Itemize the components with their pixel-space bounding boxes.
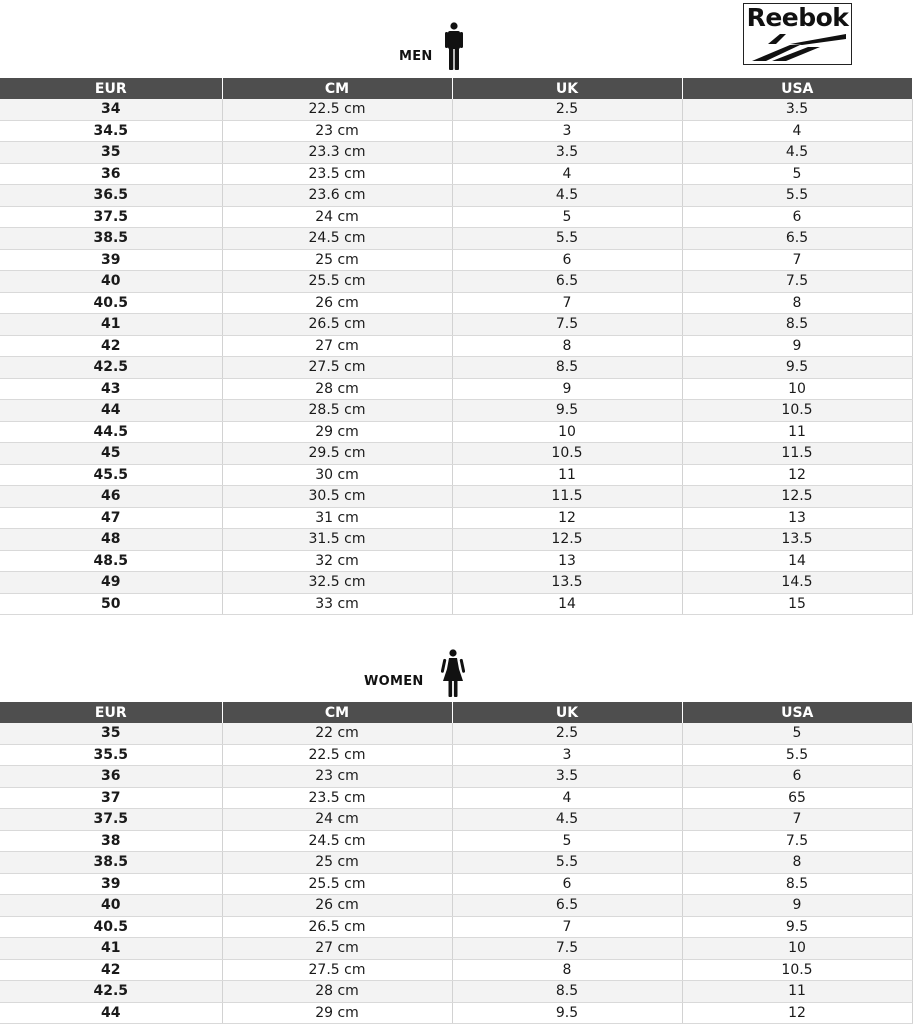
men-cell-usa: 8.5	[682, 314, 912, 336]
men-cell-usa: 13.5	[682, 529, 912, 551]
women-cell-usa: 7	[682, 809, 912, 831]
men-table-row	[0, 357, 912, 379]
men-cell-eur: 49	[0, 572, 222, 594]
women-cell-eur: 40.5	[0, 916, 222, 938]
men-cell-eur: 36.5	[0, 185, 222, 207]
men-table-row	[0, 507, 912, 529]
women-cell-uk: 7.5	[452, 938, 682, 960]
women-cell-eur: 35	[0, 723, 222, 744]
men-cell-cm: 32.5 cm	[222, 572, 452, 594]
men-header-cm: CM	[222, 78, 452, 99]
women-cell-uk: 9.5	[452, 1002, 682, 1024]
men-cell-uk: 13	[452, 550, 682, 572]
men-section-title: MEN	[399, 49, 433, 64]
men-cell-cm: 25 cm	[222, 249, 452, 271]
women-section-title: WOMEN	[364, 674, 424, 689]
women-table-row	[0, 809, 912, 831]
women-cell-usa: 9.5	[682, 916, 912, 938]
men-table-row	[0, 228, 912, 250]
women-cell-usa: 12	[682, 1002, 912, 1024]
reebok-logo	[743, 3, 852, 65]
women-cell-usa: 11	[682, 981, 912, 1003]
men-table-row	[0, 593, 912, 615]
men-cell-cm: 29 cm	[222, 421, 452, 443]
men-cell-eur: 47	[0, 507, 222, 529]
men-header-usa: USA	[682, 78, 912, 99]
men-cell-usa: 14	[682, 550, 912, 572]
men-cell-usa: 10.5	[682, 400, 912, 422]
men-header-eur: EUR	[0, 78, 222, 99]
men-cell-uk: 9.5	[452, 400, 682, 422]
men-cell-eur: 36	[0, 163, 222, 185]
men-cell-cm: 24.5 cm	[222, 228, 452, 250]
men-cell-eur: 40.5	[0, 292, 222, 314]
women-cell-uk: 3.5	[452, 766, 682, 788]
men-cell-usa: 10	[682, 378, 912, 400]
men-size-table	[0, 78, 913, 615]
men-cell-uk: 8	[452, 335, 682, 357]
men-cell-usa: 6	[682, 206, 912, 228]
brand-name: Reebok	[746, 3, 849, 32]
women-cell-cm: 27 cm	[222, 938, 452, 960]
women-cell-usa: 10.5	[682, 959, 912, 981]
men-cell-cm: 27 cm	[222, 335, 452, 357]
women-cell-cm: 23 cm	[222, 766, 452, 788]
women-cell-cm: 29 cm	[222, 1002, 452, 1024]
men-cell-usa: 12	[682, 464, 912, 486]
men-cell-cm: 23.3 cm	[222, 142, 452, 164]
men-cell-usa: 8	[682, 292, 912, 314]
women-table-row	[0, 830, 912, 852]
men-cell-cm: 26 cm	[222, 292, 452, 314]
men-table-row	[0, 249, 912, 271]
women-cell-uk: 8	[452, 959, 682, 981]
women-cell-eur: 42.5	[0, 981, 222, 1003]
men-table-row	[0, 185, 912, 207]
men-cell-eur: 38.5	[0, 228, 222, 250]
men-cell-usa: 7	[682, 249, 912, 271]
men-table-row	[0, 142, 912, 164]
women-cell-cm: 23.5 cm	[222, 787, 452, 809]
women-cell-cm: 22 cm	[222, 723, 452, 744]
vector-logo-icon	[750, 32, 846, 62]
men-cell-usa: 9	[682, 335, 912, 357]
women-cell-eur: 37	[0, 787, 222, 809]
men-cell-cm: 23.6 cm	[222, 185, 452, 207]
men-table-row	[0, 464, 912, 486]
women-cell-uk: 7	[452, 916, 682, 938]
women-cell-cm: 22.5 cm	[222, 744, 452, 766]
men-table-row	[0, 271, 912, 293]
men-cell-cm: 33 cm	[222, 593, 452, 615]
women-table-row	[0, 744, 912, 766]
women-cell-cm: 26 cm	[222, 895, 452, 917]
women-cell-uk: 4	[452, 787, 682, 809]
women-cell-usa: 5	[682, 723, 912, 744]
men-cell-uk: 7	[452, 292, 682, 314]
men-cell-usa: 5.5	[682, 185, 912, 207]
women-cell-eur: 41	[0, 938, 222, 960]
men-cell-uk: 4.5	[452, 185, 682, 207]
men-cell-cm: 24 cm	[222, 206, 452, 228]
men-cell-eur: 39	[0, 249, 222, 271]
men-cell-uk: 13.5	[452, 572, 682, 594]
women-table-row	[0, 981, 912, 1003]
women-cell-uk: 2.5	[452, 723, 682, 744]
women-cell-uk: 6.5	[452, 895, 682, 917]
women-cell-usa: 7.5	[682, 830, 912, 852]
women-cell-uk: 3	[452, 744, 682, 766]
women-cell-uk: 8.5	[452, 981, 682, 1003]
women-cell-cm: 26.5 cm	[222, 916, 452, 938]
men-cell-uk: 10	[452, 421, 682, 443]
men-cell-eur: 34.5	[0, 120, 222, 142]
women-cell-usa: 10	[682, 938, 912, 960]
men-cell-uk: 11.5	[452, 486, 682, 508]
men-cell-uk: 6	[452, 249, 682, 271]
men-cell-usa: 3.5	[682, 99, 912, 120]
man-icon	[444, 22, 464, 70]
men-cell-uk: 7.5	[452, 314, 682, 336]
men-cell-usa: 11	[682, 421, 912, 443]
women-cell-eur: 37.5	[0, 809, 222, 831]
men-cell-cm: 23 cm	[222, 120, 452, 142]
men-cell-eur: 35	[0, 142, 222, 164]
women-cell-eur: 35.5	[0, 744, 222, 766]
men-table-row	[0, 550, 912, 572]
men-cell-cm: 31.5 cm	[222, 529, 452, 551]
men-table-row	[0, 314, 912, 336]
woman-icon	[441, 649, 465, 697]
women-cell-usa: 8.5	[682, 873, 912, 895]
women-cell-cm: 25 cm	[222, 852, 452, 874]
men-table-row	[0, 335, 912, 357]
men-table-row	[0, 443, 912, 465]
women-header-usa: USA	[682, 702, 912, 723]
men-cell-usa: 4.5	[682, 142, 912, 164]
men-cell-usa: 13	[682, 507, 912, 529]
men-cell-eur: 44	[0, 400, 222, 422]
men-table-row	[0, 486, 912, 508]
men-cell-usa: 7.5	[682, 271, 912, 293]
men-cell-eur: 48	[0, 529, 222, 551]
women-table-row	[0, 873, 912, 895]
men-cell-usa: 15	[682, 593, 912, 615]
women-cell-usa: 6	[682, 766, 912, 788]
women-cell-eur: 39	[0, 873, 222, 895]
men-cell-eur: 48.5	[0, 550, 222, 572]
men-cell-usa: 12.5	[682, 486, 912, 508]
men-cell-usa: 14.5	[682, 572, 912, 594]
women-cell-eur: 38.5	[0, 852, 222, 874]
men-cell-uk: 10.5	[452, 443, 682, 465]
women-cell-eur: 44	[0, 1002, 222, 1024]
men-cell-eur: 34	[0, 99, 222, 120]
women-cell-uk: 4.5	[452, 809, 682, 831]
men-cell-eur: 45	[0, 443, 222, 465]
men-table-row	[0, 529, 912, 551]
men-cell-uk: 14	[452, 593, 682, 615]
men-cell-usa: 4	[682, 120, 912, 142]
men-cell-cm: 22.5 cm	[222, 99, 452, 120]
women-cell-uk: 5.5	[452, 852, 682, 874]
women-cell-eur: 42	[0, 959, 222, 981]
women-header-eur: EUR	[0, 702, 222, 723]
women-table-row	[0, 916, 912, 938]
men-table-row	[0, 400, 912, 422]
women-header-cm: CM	[222, 702, 452, 723]
women-table-row	[0, 852, 912, 874]
men-cell-cm: 32 cm	[222, 550, 452, 572]
men-cell-cm: 30.5 cm	[222, 486, 452, 508]
men-header-uk: UK	[452, 78, 682, 99]
women-cell-eur: 38	[0, 830, 222, 852]
men-table-row	[0, 421, 912, 443]
men-cell-cm: 27.5 cm	[222, 357, 452, 379]
men-cell-uk: 12	[452, 507, 682, 529]
women-cell-uk: 6	[452, 873, 682, 895]
men-cell-uk: 8.5	[452, 357, 682, 379]
men-cell-uk: 5	[452, 206, 682, 228]
women-cell-usa: 9	[682, 895, 912, 917]
men-table-row	[0, 378, 912, 400]
men-cell-eur: 46	[0, 486, 222, 508]
women-cell-uk: 5	[452, 830, 682, 852]
women-cell-cm: 28 cm	[222, 981, 452, 1003]
women-size-table	[0, 702, 913, 1024]
men-cell-usa: 11.5	[682, 443, 912, 465]
men-cell-eur: 41	[0, 314, 222, 336]
men-cell-uk: 5.5	[452, 228, 682, 250]
women-cell-usa: 65	[682, 787, 912, 809]
women-cell-cm: 25.5 cm	[222, 873, 452, 895]
women-table-row	[0, 959, 912, 981]
men-table-row	[0, 163, 912, 185]
women-header-uk: UK	[452, 702, 682, 723]
men-cell-eur: 37.5	[0, 206, 222, 228]
men-cell-cm: 31 cm	[222, 507, 452, 529]
men-table-row	[0, 206, 912, 228]
men-table-row	[0, 99, 912, 120]
men-cell-uk: 3	[452, 120, 682, 142]
women-cell-cm: 24.5 cm	[222, 830, 452, 852]
women-table-row	[0, 1002, 912, 1024]
men-cell-uk: 3.5	[452, 142, 682, 164]
women-table-row	[0, 938, 912, 960]
women-cell-usa: 5.5	[682, 744, 912, 766]
women-cell-usa: 8	[682, 852, 912, 874]
men-cell-usa: 5	[682, 163, 912, 185]
women-table-row	[0, 787, 912, 809]
men-cell-cm: 28.5 cm	[222, 400, 452, 422]
women-cell-eur: 40	[0, 895, 222, 917]
men-cell-eur: 43	[0, 378, 222, 400]
men-cell-usa: 6.5	[682, 228, 912, 250]
men-cell-eur: 42.5	[0, 357, 222, 379]
men-cell-uk: 6.5	[452, 271, 682, 293]
men-table-row	[0, 292, 912, 314]
men-table-row	[0, 120, 912, 142]
men-cell-cm: 30 cm	[222, 464, 452, 486]
women-cell-cm: 27.5 cm	[222, 959, 452, 981]
women-table-row	[0, 723, 912, 744]
men-cell-uk: 4	[452, 163, 682, 185]
men-cell-eur: 40	[0, 271, 222, 293]
men-table-row	[0, 572, 912, 594]
women-header-row	[0, 702, 912, 723]
men-cell-uk: 12.5	[452, 529, 682, 551]
men-cell-uk: 11	[452, 464, 682, 486]
women-table-row	[0, 895, 912, 917]
men-cell-cm: 29.5 cm	[222, 443, 452, 465]
men-cell-cm: 25.5 cm	[222, 271, 452, 293]
men-cell-eur: 44.5	[0, 421, 222, 443]
women-cell-eur: 36	[0, 766, 222, 788]
men-cell-cm: 28 cm	[222, 378, 452, 400]
men-header-row	[0, 78, 912, 99]
women-table-row	[0, 766, 912, 788]
men-cell-usa: 9.5	[682, 357, 912, 379]
men-cell-cm: 23.5 cm	[222, 163, 452, 185]
men-cell-eur: 42	[0, 335, 222, 357]
women-cell-cm: 24 cm	[222, 809, 452, 831]
men-cell-uk: 2.5	[452, 99, 682, 120]
men-cell-eur: 45.5	[0, 464, 222, 486]
men-cell-cm: 26.5 cm	[222, 314, 452, 336]
men-cell-uk: 9	[452, 378, 682, 400]
men-cell-eur: 50	[0, 593, 222, 615]
